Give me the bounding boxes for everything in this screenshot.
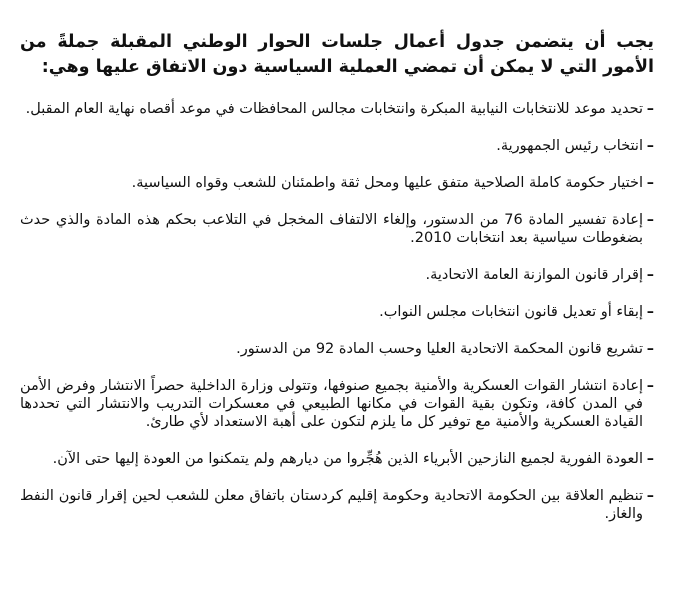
bullet-dash: – — [646, 267, 654, 283]
bullet-dash: – — [646, 378, 654, 394]
list-item-text: انتخاب رئيس الجمهورية. — [496, 138, 643, 154]
list-item-text: تنظيم العلاقة بين الحكومة الاتحادية وحكومة إقليم كردستان باتفاق معلن للشعب لحين إقرار قانون النفط والغاز. — [20, 488, 643, 522]
list-item-text: العودة الفورية لجميع النازحين الأبرياء الذين هُجِّروا من ديارهم ولم يتمكنوا من العودة إليها حتى الآن. — [52, 451, 643, 467]
list-item-text: تشريع قانون المحكمة الاتحادية العليا وحسب المادة 92 من الدستور. — [236, 341, 643, 357]
bullet-dash: – — [646, 488, 654, 504]
list-item — [20, 100, 654, 118]
bullet-dash: – — [646, 341, 654, 357]
list-item — [20, 340, 654, 358]
intro-paragraph: يجب أن يتضمن جدول أعمال جلسات الحوار الوطني المقبلة جملةً من الأمور التي لا يمكن أن تمضي العملية السياسية دون الاتفاق عليها وهي: — [20, 32, 654, 77]
agenda-list — [20, 100, 654, 523]
list-item-text: تحديد موعد للانتخابات النيابية المبكرة وانتخابات مجالس المحافظات في موعد أقصاه نهاية العام المقبل. — [25, 101, 643, 117]
bullet-dash: – — [646, 304, 654, 320]
list-item-text: إقرار قانون الموازنة العامة الاتحادية. — [425, 267, 643, 283]
list-item — [20, 137, 654, 155]
list-item — [20, 487, 654, 523]
list-item — [20, 377, 654, 431]
list-item-text: إبقاء أو تعديل قانون انتخابات مجلس النواب. — [379, 304, 643, 320]
list-item — [20, 211, 654, 247]
list-item-text: إعادة تفسير المادة 76 من الدستور، وإلغاء الالتفاف المخجل في التلاعب بحكم هذه المادة والذي حدث بضغوطات سياسية بعد انتخابات 2010. — [20, 212, 643, 246]
list-item — [20, 174, 654, 192]
bullet-dash: – — [646, 451, 654, 467]
bullet-dash: – — [646, 138, 654, 154]
bullet-dash: – — [646, 175, 654, 191]
list-item — [20, 303, 654, 321]
list-item — [20, 450, 654, 468]
list-item-text: اختيار حكومة كاملة الصلاحية متفق عليها ومحل ثقة واطمئنان للشعب وقواه السياسية. — [131, 175, 643, 191]
list-item-text: إعادة انتشار القوات العسكرية والأمنية بجميع صنوفها، وتتولى وزارة الداخلية حصراً الانتشار وفرض الأمن في المدن كافة، وتكون بقية القوات في مكانها الطبيعي في معسكرات التدريب والانتشار التي تحددها القيادة العسكرية والأمنية مع توفير كل ما يلزم لتكون على أهبة الاستعداد لأي طارئ. — [20, 378, 643, 430]
bullet-dash: – — [646, 101, 654, 117]
bullet-dash: – — [646, 212, 654, 228]
list-item — [20, 266, 654, 284]
